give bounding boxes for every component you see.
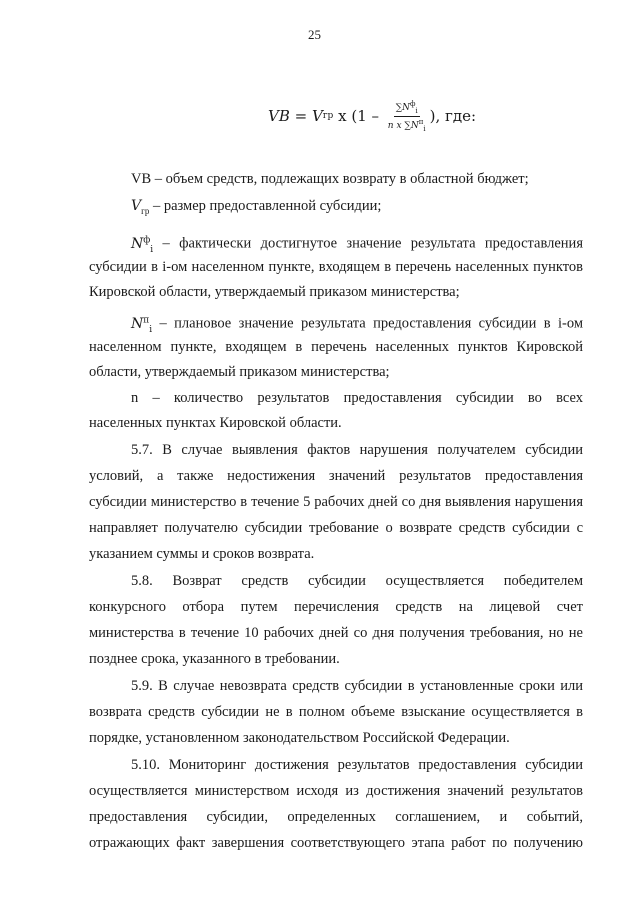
formula-equals: = <box>294 107 308 126</box>
formula-times-open: x (1 – <box>338 107 380 126</box>
formula-denominator: n x $\sum N^п_i$ <box>387 117 426 133</box>
formula-v-sub: гр <box>322 111 334 122</box>
p57-line3: субсидии министерство в течение 5 рабочих дней со дня выявления нарушения <box>89 494 583 510</box>
def-vgr: $V_{гр}$ – размер предоставленной субсидии; <box>131 198 382 216</box>
def-n-line1: n – количество результатов предоставления субсидии во всех <box>131 390 583 406</box>
p510-line3: предоставления субсидии, определенных соглашением, и событий, <box>89 809 583 825</box>
formula <box>268 100 476 133</box>
def-vb: VB – объем средств, подлежащих возврату в областной бюджет; <box>131 171 529 187</box>
formula-v: V <box>312 107 323 126</box>
p57-line1: 5.7. В случае выявления фактов нарушения получателем субсидии <box>131 442 583 458</box>
p58-line2: конкурсного отбора путем перечисления средств на лицевой счет <box>89 599 583 615</box>
p58-line1: 5.8. Возврат средств субсидии осуществляется победителем <box>131 573 583 589</box>
def-nf-line1: $N^ф_i$ – фактически достигнутое значение результата предоставления <box>131 235 583 255</box>
formula-lhs: VB <box>268 107 290 126</box>
def-np-line2: населенном пункте, входящем в перечень населенных пунктов Кировской <box>89 339 583 355</box>
p510-line1: 5.10. Мониторинг достижения результатов предоставления субсидии <box>131 757 583 773</box>
p58-line4: позднее срока, указанного в требовании. <box>89 651 340 667</box>
p59-line2: возврата средств субсидии не в полном объеме взыскание осуществляется в <box>89 704 583 720</box>
p59-line3: порядке, установленном законодательством Российской Федерации. <box>89 730 510 746</box>
np-symbol: $N^п_i$ <box>131 315 153 335</box>
def-n-line2: населенных пунктах Кировской области. <box>89 415 342 431</box>
def-np-line3: области, утверждаемый приказом министерства; <box>89 364 390 380</box>
p57-line5: указанием суммы и сроков возврата. <box>89 546 315 562</box>
def-nf-line3: Кировской области, утверждаемый приказом министерства; <box>89 284 460 300</box>
p58-line3: министерства в течение 10 рабочих дней со дня получения требования, но не <box>89 625 583 641</box>
def-np-line1: $N^п_i$ – плановое значение результата предоставления субсидии в i-ом <box>131 315 584 335</box>
formula-close: ), <box>429 107 441 126</box>
p59-line1: 5.9. В случае невозврата средств субсидии в установленные сроки или <box>131 678 583 694</box>
formula-fraction <box>386 100 428 133</box>
p57-line4: направляет получателю субсидии требование о возврате средств субсидии с <box>89 520 583 536</box>
p510-line4: отражающих факт завершения соответствующего этапа работ по получению <box>89 835 583 851</box>
formula-numerator: $\sum N^ф_i$ <box>395 100 418 115</box>
formula-where: где: <box>445 107 477 126</box>
page-number: 25 <box>308 27 321 42</box>
def-nf-line2: субсидии в i-ом населенном пункте, входящем в перечень населенных пунктов <box>89 259 583 275</box>
nf-symbol: $N^ф_i$ <box>131 235 154 255</box>
p57-line2: условий, а также недостижения значений результатов предоставления <box>89 468 583 484</box>
p510-line2: осуществляется министерством исходя из достижения значений результатов <box>89 783 583 799</box>
